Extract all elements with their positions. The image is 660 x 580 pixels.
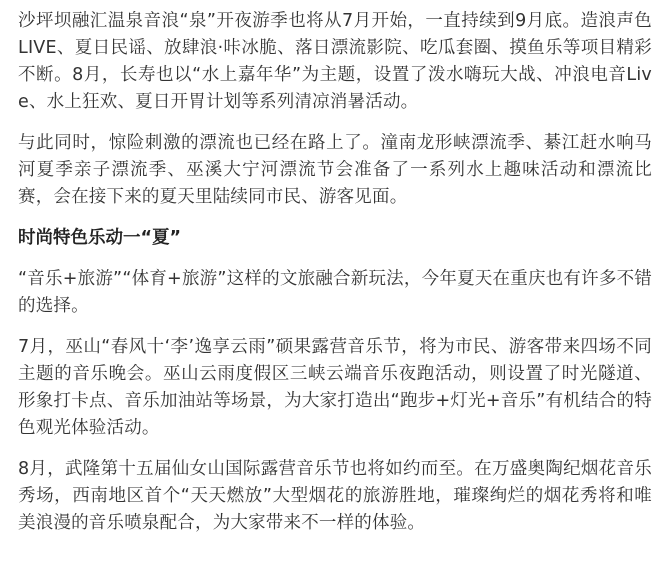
paragraph-wulong-camping-festival: 8月，武隆第十五届仙女山国际露营音乐节也将如约而至。在万盛奥陶纪烟花音乐秀场，西南地区首个“天天燃放”大型烟花的旅游胜地，璀璨绚烂的烟花秀将和唯美浪漫的音乐喷泉配合，为大家带来不一样的体验。 [18, 459, 652, 533]
paragraph-hot-spring-night-tour: 沙坪坝融汇温泉音浪“泉”开夜游季也将从7月开始，一直持续到9月底。造浪声色LIVE、夏日民谣、放肆浪·咔冰脆、落日漂流影院、吃瓜套圈、摸鱼乐等项目精彩不断。8月，长寿也以“水上嘉年华”为主题，设置了泼水嗨玩大战、冲浪电音Live、水上狂欢、夏日开胃计划等系列清凉消暑活动。 [18, 11, 652, 112]
paragraph-music-tourism: “音乐+旅游”“体育+旅游”这样的文旅融合新玩法，今年夏天在重庆也有许多不错的选择。 [18, 269, 652, 316]
paragraph-wushan-music-festival: 7月，巫山“春风十‘李’逸享云雨”硕果露营音乐节，将为市民、游客带来四场不同主题的音乐晚会。巫山云雨度假区三峡云端音乐夜跑活动，则设置了时光隧道、形象打卡点、音乐加油站等场景，为大家打造出“跑步+灯光+音乐”有机结合的特色观光体验活动。 [18, 337, 652, 438]
paragraph-rafting: 与此同时，惊险刺激的漂流也已经在路上了。潼南龙形峡漂流季、綦江赶水响马河夏季亲子漂流季、巫溪大宁河漂流节会准备了一系列水上趣味活动和漂流比赛，会在接下来的夏天里陆续同市民、游客见面。 [18, 133, 652, 207]
section-heading: 时尚特色乐动一“夏” [18, 228, 182, 248]
